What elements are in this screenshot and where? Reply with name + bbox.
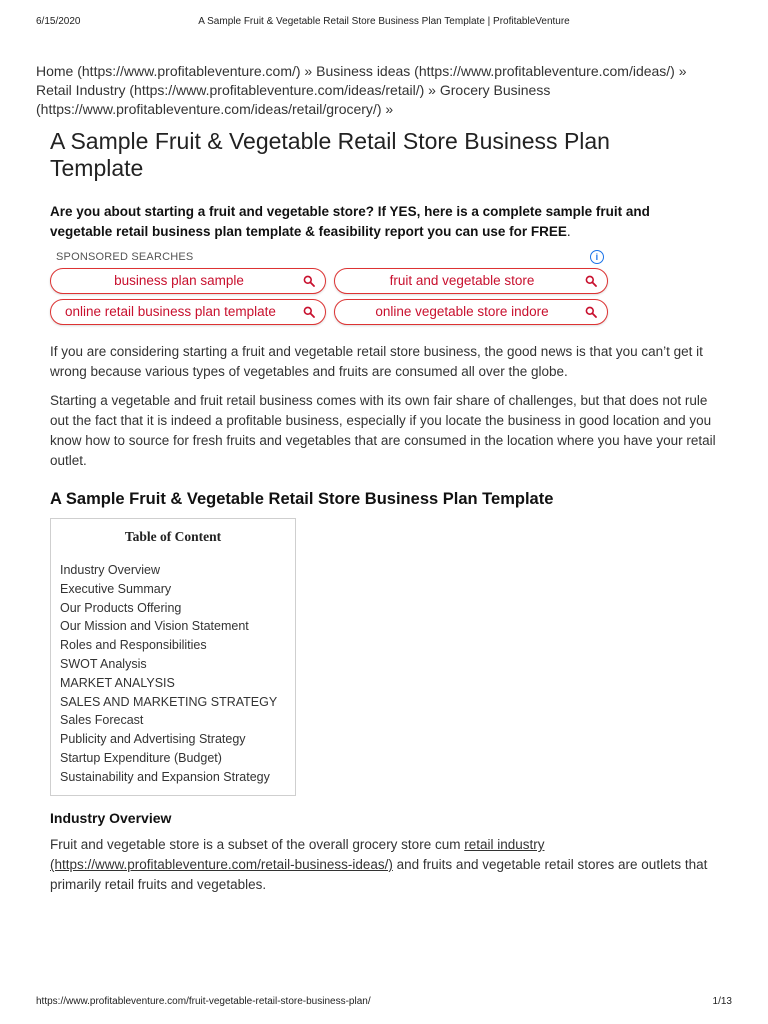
toc-item[interactable]: Industry Overview: [60, 563, 161, 577]
lead-text: Are you about starting a fruit and vegetable store? If YES, here is a complete sample fruit and vegetable retail business plan template & feasibility report you can use for FREE: [50, 204, 650, 239]
search-icon: [303, 275, 315, 287]
intro-paragraph-1: If you are considering starting a fruit and vegetable retail store business, the good news is that you can’t get it wrong because various types of vegetables and fruits are consumed all over the globe.: [50, 344, 703, 379]
toc-item[interactable]: SALES AND MARKETING STRATEGY: [60, 694, 278, 709]
breadcrumb-home[interactable]: Home (https://www.profitableventure.com/): [36, 63, 301, 79]
sponsored-search-business-plan-sample[interactable]: [50, 268, 326, 294]
toc-item[interactable]: MARKET ANALYSIS: [60, 675, 175, 690]
print-header: [36, 16, 732, 30]
breadcrumb-separator: »: [424, 82, 440, 98]
breadcrumb-separator: »: [674, 63, 687, 79]
breadcrumb-grocery-business[interactable]: Grocery Business (https://www.profitableventure.com/ideas/retail/grocery/): [36, 82, 551, 117]
toc-item[interactable]: Sustainability and Expansion Strategy: [60, 769, 270, 784]
industry-overview-text: Fruit and vegetable store is a subset of the overall grocery store cum: [50, 837, 465, 852]
toc-item[interactable]: Our Products Offering: [60, 600, 182, 615]
info-icon[interactable]: i: [590, 250, 604, 264]
print-url: https://www.profitableventure.com/fruit-vegetable-retail-store-business-plan/: [36, 996, 371, 1007]
search-icon: [585, 275, 597, 287]
toc-item[interactable]: Executive Summary: [60, 581, 172, 596]
toc-item[interactable]: Sales Forecast: [60, 713, 144, 728]
industry-overview-paragraph: [50, 835, 720, 895]
intro-paragraph-2: Starting a vegetable and fruit retail business comes with its own fair share of challenges, but that does not rule out the fact that it is indeed a profitable business, especially if you locate the business in good location and you know how to source for fresh fruits and vegetables that are consumed in the location where you have your retail outlet.: [50, 393, 716, 468]
lead-paragraph: [50, 202, 690, 242]
sponsored-search-label: fruit and vegetable store: [389, 273, 535, 288]
retail-industry-link[interactable]: retail industry: [464, 837, 545, 852]
sponsored-search-online-vegetable-store-indore[interactable]: [334, 299, 608, 325]
page-number: 1/13: [712, 996, 732, 1007]
sponsored-searches-label: [56, 251, 606, 265]
breadcrumb-business-ideas[interactable]: Business ideas (https://www.profitableventure.com/ideas/): [316, 63, 675, 79]
breadcrumb-trail: »: [381, 101, 394, 117]
page-title: A Sample Fruit & Vegetable Retail Store Business Plan Template: [50, 128, 610, 181]
sponsored-search-label: online retail business plan template: [65, 304, 276, 319]
sponsored-search-online-retail-business-plan-template[interactable]: [50, 299, 326, 325]
toc-item[interactable]: Roles and Responsibilities: [60, 638, 207, 653]
lead-period: .: [566, 224, 571, 239]
sponsored-search-label: business plan sample: [114, 273, 244, 288]
breadcrumb-retail-industry[interactable]: Retail Industry (https://www.profitableventure.com/ideas/retail/): [36, 82, 425, 98]
breadcrumb: [36, 62, 726, 119]
toc-item[interactable]: Publicity and Advertising Strategy: [60, 732, 246, 747]
industry-overview-heading: Industry Overview: [50, 810, 172, 826]
toc-item[interactable]: SWOT Analysis: [60, 656, 147, 671]
print-page-title: A Sample Fruit & Vegetable Retail Store Business Plan Template | ProfitableVenture: [198, 16, 570, 27]
retail-industry-link-url[interactable]: (https://www.profitableventure.com/retail-business-ideas/): [50, 857, 393, 872]
toc-list: [60, 561, 291, 787]
breadcrumb-separator: »: [300, 63, 317, 79]
toc-item[interactable]: Our Mission and Vision Statement: [60, 619, 249, 634]
toc-title: Table of Content: [124, 529, 222, 544]
print-date: 6/15/2020: [36, 16, 81, 27]
search-icon: [585, 306, 597, 318]
sponsored-search-label: online vegetable store indore: [375, 304, 549, 319]
industry-overview-text-end: and fruits and vegetable retail stores are outlets that primarily retail fruits and vegetables.: [50, 857, 708, 892]
sponsored-label-text: SPONSORED SEARCHES: [56, 251, 194, 263]
section-heading: A Sample Fruit & Vegetable Retail Store Business Plan Template: [50, 490, 554, 508]
sponsored-search-fruit-and-vegetable-store[interactable]: [334, 268, 608, 294]
table-of-contents: [50, 518, 296, 796]
print-footer: [36, 996, 732, 1010]
toc-item[interactable]: Startup Expenditure (Budget): [60, 750, 222, 765]
search-icon: [303, 306, 315, 318]
